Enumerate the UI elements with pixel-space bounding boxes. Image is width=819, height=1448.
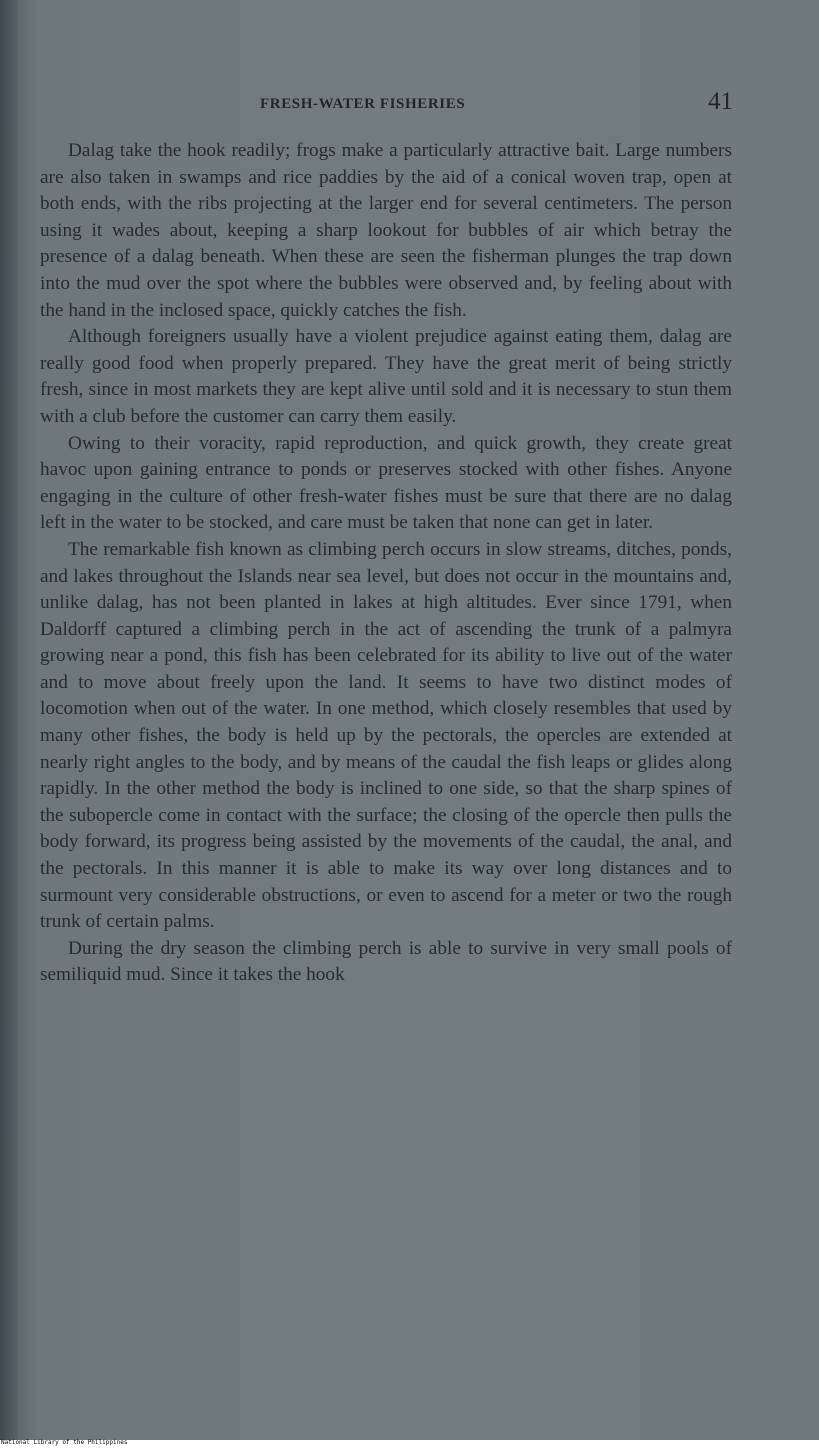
book-spine-shadow	[0, 0, 18, 1448]
paragraph: The remarkable fish known as climbing perch occurs in slow streams, ditches, ponds, and lakes throughout the Islands near sea level, but does not occur in the mountains and, unlike dalag, has not been planted in lakes at high altitudes. Ever since 1791, when Daldorff captured a climbing perch in the act of ascending the trunk of a palmyra growing near a pond, this fish has been celebrated for its ability to live out of the water and to move about freely upon the land. It seems to have two distinct modes of locomotion when out of the water. In one method, which closely resembles that used by many other fishes, the body is held up by the pectorals, the opercles are extended at nearly right angles to the body, and by means of the caudal the fish leaps or glides along rapidly. In the other method the body is inclined to one side, so that the sharp spines of the subopercle come in contact with the surface; the closing of the opercle then pulls the body forward, its progress being assisted by the movements of the caudal, the anal, and the pectorals. In this manner it is able to make its way over long distances and to surmount very considerable obstructions, or even to ascend for a meter or two the rough trunk of certain palms.	[40, 538, 732, 933]
library-credit: National Library of the Philippines	[1, 1439, 128, 1446]
footer-strip	[0, 1440, 819, 1448]
paragraph: Although foreigners usually have a violent prejudice against eating them, dalag are really good food when properly prepared. They have the great merit of being strictly fresh, since in most markets they are kept alive until sold and it is necessary to stun them with a club before the customer can carry them easily.	[40, 326, 732, 427]
running-head: FRESH-WATER FISHERIES	[260, 96, 466, 112]
paragraph: Owing to their voracity, rapid reproduction, and quick growth, they create great havoc upon gaining entrance to ponds or preserves stocked with other fishes. Anyone engaging in the culture of other fresh-water fishes must be sure that there are no dalag left in the water to be stocked, and care must be taken that none can get in later.	[40, 432, 732, 534]
page-header	[40, 88, 735, 128]
page-number: 41	[708, 88, 733, 115]
body-text	[40, 138, 732, 989]
paragraph: During the dry season the climbing perch is able to survive in very small pools of semiliquid mud. Since it takes the hook	[40, 937, 732, 986]
paragraph: Dalag take the hook readily; frogs make a particularly attractive bait. Large numbers are also taken in swamps and rice paddies by the aid of a conical woven trap, open at both ends, with the ribs projecting at the larger end for several centimeters. The person using it wades about, keeping a sharp lookout for bubbles of air which betray the presence of a dalag beneath. When these are seen the fisherman plunges the trap down into the mud over the spot where the bubbles were observed and, by feeling about with the hand in the inclosed space, quickly catches the fish.	[40, 140, 732, 321]
